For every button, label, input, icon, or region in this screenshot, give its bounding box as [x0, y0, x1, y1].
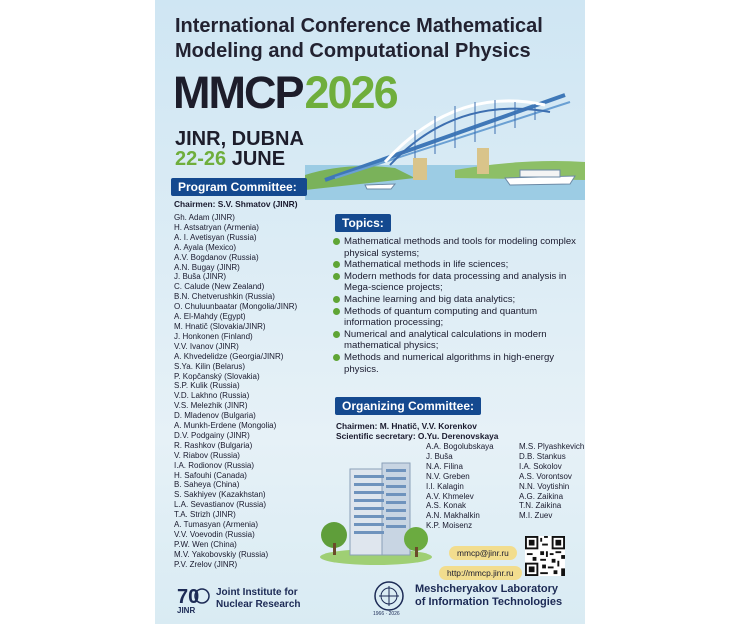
organizing-member: N.A. Filina: [426, 461, 463, 471]
acronym-text: MMCP: [173, 67, 303, 118]
organizing-member: I.I. Kalagin: [426, 481, 464, 491]
committee-member: T.A. Strizh (JINR): [174, 510, 236, 520]
committee-member: V. Riabov (Russia): [174, 450, 240, 460]
topics-list: [333, 236, 578, 375]
committee-member: A. Tumasyan (Armenia): [174, 520, 259, 530]
committee-member: I.A. Rodionov (Russia): [174, 460, 255, 470]
organizing-member: A.V. Khmelev: [426, 491, 474, 501]
committee-member: V.V. Voevodin (Russia): [174, 530, 255, 539]
committee-member: P. Kopčanský (Slovakia): [174, 371, 260, 381]
topic-item: [333, 259, 578, 271]
jinr-logo-icon: [175, 585, 213, 615]
committee-member: V.D. Lakhno (Russia): [174, 391, 250, 401]
committee-member: A. Khvedelidze (Georgia/JINR): [174, 351, 284, 361]
committee-member: B. Saheya (China): [174, 480, 240, 490]
topic-item: [333, 306, 578, 329]
committee-member: O. Chuluunbaatar (Mongolia/JINR): [174, 302, 298, 312]
topic-item: [333, 329, 578, 352]
organizing-member: M.I. Zuev: [519, 511, 553, 521]
jinr-name: [216, 587, 301, 611]
organizing-member: D.B. Stankus: [519, 451, 566, 461]
committee-member: A. Munkh-Erdene (Mongolia): [174, 421, 277, 431]
committee-member: A.N. Bugay (JINR): [174, 262, 240, 272]
topic-item: [333, 352, 578, 375]
topic-item: [333, 294, 578, 306]
organizing-member: J. Buša: [426, 451, 453, 461]
qr-code-icon[interactable]: [525, 536, 565, 576]
organizing-committee-chairmen: Chairmen: M. Hnatič, V.V. Korenkov: [336, 421, 477, 431]
committee-member: S. Sakhiyev (Kazakhstan): [174, 490, 266, 500]
topic-text: Mathematical methods in life sciences;: [344, 259, 509, 271]
organizing-member: A.G. Zaikina: [519, 491, 564, 501]
topic-bullet-icon: [333, 296, 340, 303]
mlit-name-line2: of Information Technologies: [415, 596, 563, 608]
jinr-logo-text: JINR: [177, 606, 196, 615]
organizing-member: A.A. Bogolubskaya: [426, 442, 494, 451]
organizing-committee-column-2: [519, 442, 584, 521]
organizing-committee-column-1: [426, 442, 494, 531]
conference-month: JUNE: [231, 148, 286, 170]
conference-poster: [155, 0, 585, 624]
committee-member: S.P. Kulik (Russia): [174, 381, 240, 391]
committee-member: P.W. Wen (China): [174, 539, 237, 549]
organizing-member: N.N. Voytishin: [519, 481, 570, 491]
topic-text: Methods of quantum computing and quantum information processing;: [344, 305, 538, 329]
topic-text: Modern methods for data processing and analysis in Mega-science projects;: [344, 270, 567, 294]
committee-member: J. Honkonen (Finland): [174, 331, 253, 341]
committee-member: V.V. Ivanov (JINR): [174, 341, 239, 351]
organizing-member: T.N. Zaikina: [519, 501, 562, 511]
committee-member: M.V. Yakobovskiy (Russia): [174, 549, 269, 559]
topic-bullet-icon: [333, 308, 340, 315]
organizing-member: N.V. Greben: [426, 471, 470, 481]
jinr-name-line1: Joint Institute for: [216, 587, 298, 598]
organizing-member: K.P. Moisenz: [426, 521, 473, 531]
committee-member: D.V. Podgainy (JINR): [174, 430, 250, 440]
mlit-name: [415, 583, 562, 609]
committee-member: H. Safouhi (Canada): [174, 470, 247, 480]
website-link[interactable]: http://mmcp.jinr.ru: [439, 566, 522, 580]
email-contact[interactable]: mmcp@jinr.ru: [449, 546, 517, 560]
committee-member: Gh. Adam (JINR): [174, 213, 235, 222]
topic-bullet-icon: [333, 261, 340, 268]
committee-member: H. Astsatryan (Armenia): [174, 222, 259, 232]
topic-item: [333, 271, 578, 294]
organizing-committee-secretary: Scientific secretary: O.Yu. Derenovskaya: [336, 431, 499, 441]
committee-member: V.S. Melezhik (JINR): [174, 401, 248, 411]
conference-location: JINR, DUBNA: [175, 128, 304, 150]
committee-member: J. Buša (JINR): [174, 272, 227, 282]
committee-member: L.A. Sevastianov (Russia): [174, 500, 267, 510]
organizing-member: A.S. Vorontsov: [519, 471, 572, 481]
program-committee-list: [174, 213, 297, 570]
organizing-member: I.A. Sokolov: [519, 461, 562, 471]
conference-title: International Conference Mathematical Modeling and Computational Physics: [175, 15, 543, 62]
topic-text: Methods and numerical algorithms in high-energy physics.: [344, 351, 555, 375]
organizing-member: A.S. Konak: [426, 501, 467, 511]
committee-member: M. Hnatič (Slovakia/JINR): [174, 321, 266, 331]
program-committee-chairmen: Chairmen: S.V. Shmatov (JINR): [174, 199, 298, 209]
committee-member: D. Mladenov (Bulgaria): [174, 411, 256, 421]
topic-bullet-icon: [333, 354, 340, 361]
topic-bullet-icon: [333, 331, 340, 338]
topic-bullet-icon: [333, 238, 340, 245]
jinr-name-line2: Nuclear Research: [216, 599, 301, 610]
organizing-committee-heading: Organizing Committee:: [335, 397, 481, 415]
committee-member: A. Ayala (Mexico): [174, 242, 237, 252]
building-illustration: [320, 455, 432, 565]
topics-heading: Topics:: [335, 214, 391, 232]
topic-text: Mathematical methods and tools for modeling complex physical systems;: [344, 236, 576, 259]
conference-dates: [175, 148, 285, 171]
topic-text: Numerical and analytical calculations in modern mathematical physics;: [344, 328, 547, 352]
committee-member: S.Ya. Kilin (Belarus): [174, 361, 245, 371]
mlit-logo-icon: [369, 580, 409, 616]
conference-acronym: [173, 68, 397, 118]
program-committee-heading: Program Committee:: [171, 178, 307, 196]
committee-member: R. Rashkov (Bulgaria): [174, 440, 253, 450]
committee-member: C. Calude (New Zealand): [174, 282, 265, 292]
topic-bullet-icon: [333, 273, 340, 280]
organizing-member: A.N. Makhalkin: [426, 511, 480, 521]
conference-days: 22-26: [175, 148, 227, 170]
committee-member: A. I. Avetisyan (Russia): [174, 232, 257, 242]
mlit-name-line1: Meshcheryakov Laboratory: [415, 583, 559, 595]
topic-item: [333, 236, 578, 259]
conference-year: 2026: [304, 67, 397, 118]
topic-text: Machine learning and big data analytics;: [344, 293, 516, 305]
committee-member: P.V. Zrelov (JINR): [174, 559, 238, 569]
organizing-member: M.S. Plyashkevich: [519, 442, 585, 451]
committee-member: A.V. Bogdanov (Russia): [174, 252, 259, 262]
jinr-anniversary-number: 70: [177, 586, 200, 608]
committee-member: B.N. Chetverushkin (Russia): [174, 292, 275, 302]
mlit-years: 1966 · 2026: [373, 611, 400, 616]
committee-member: A. El-Mahdy (Egypt): [174, 312, 246, 322]
